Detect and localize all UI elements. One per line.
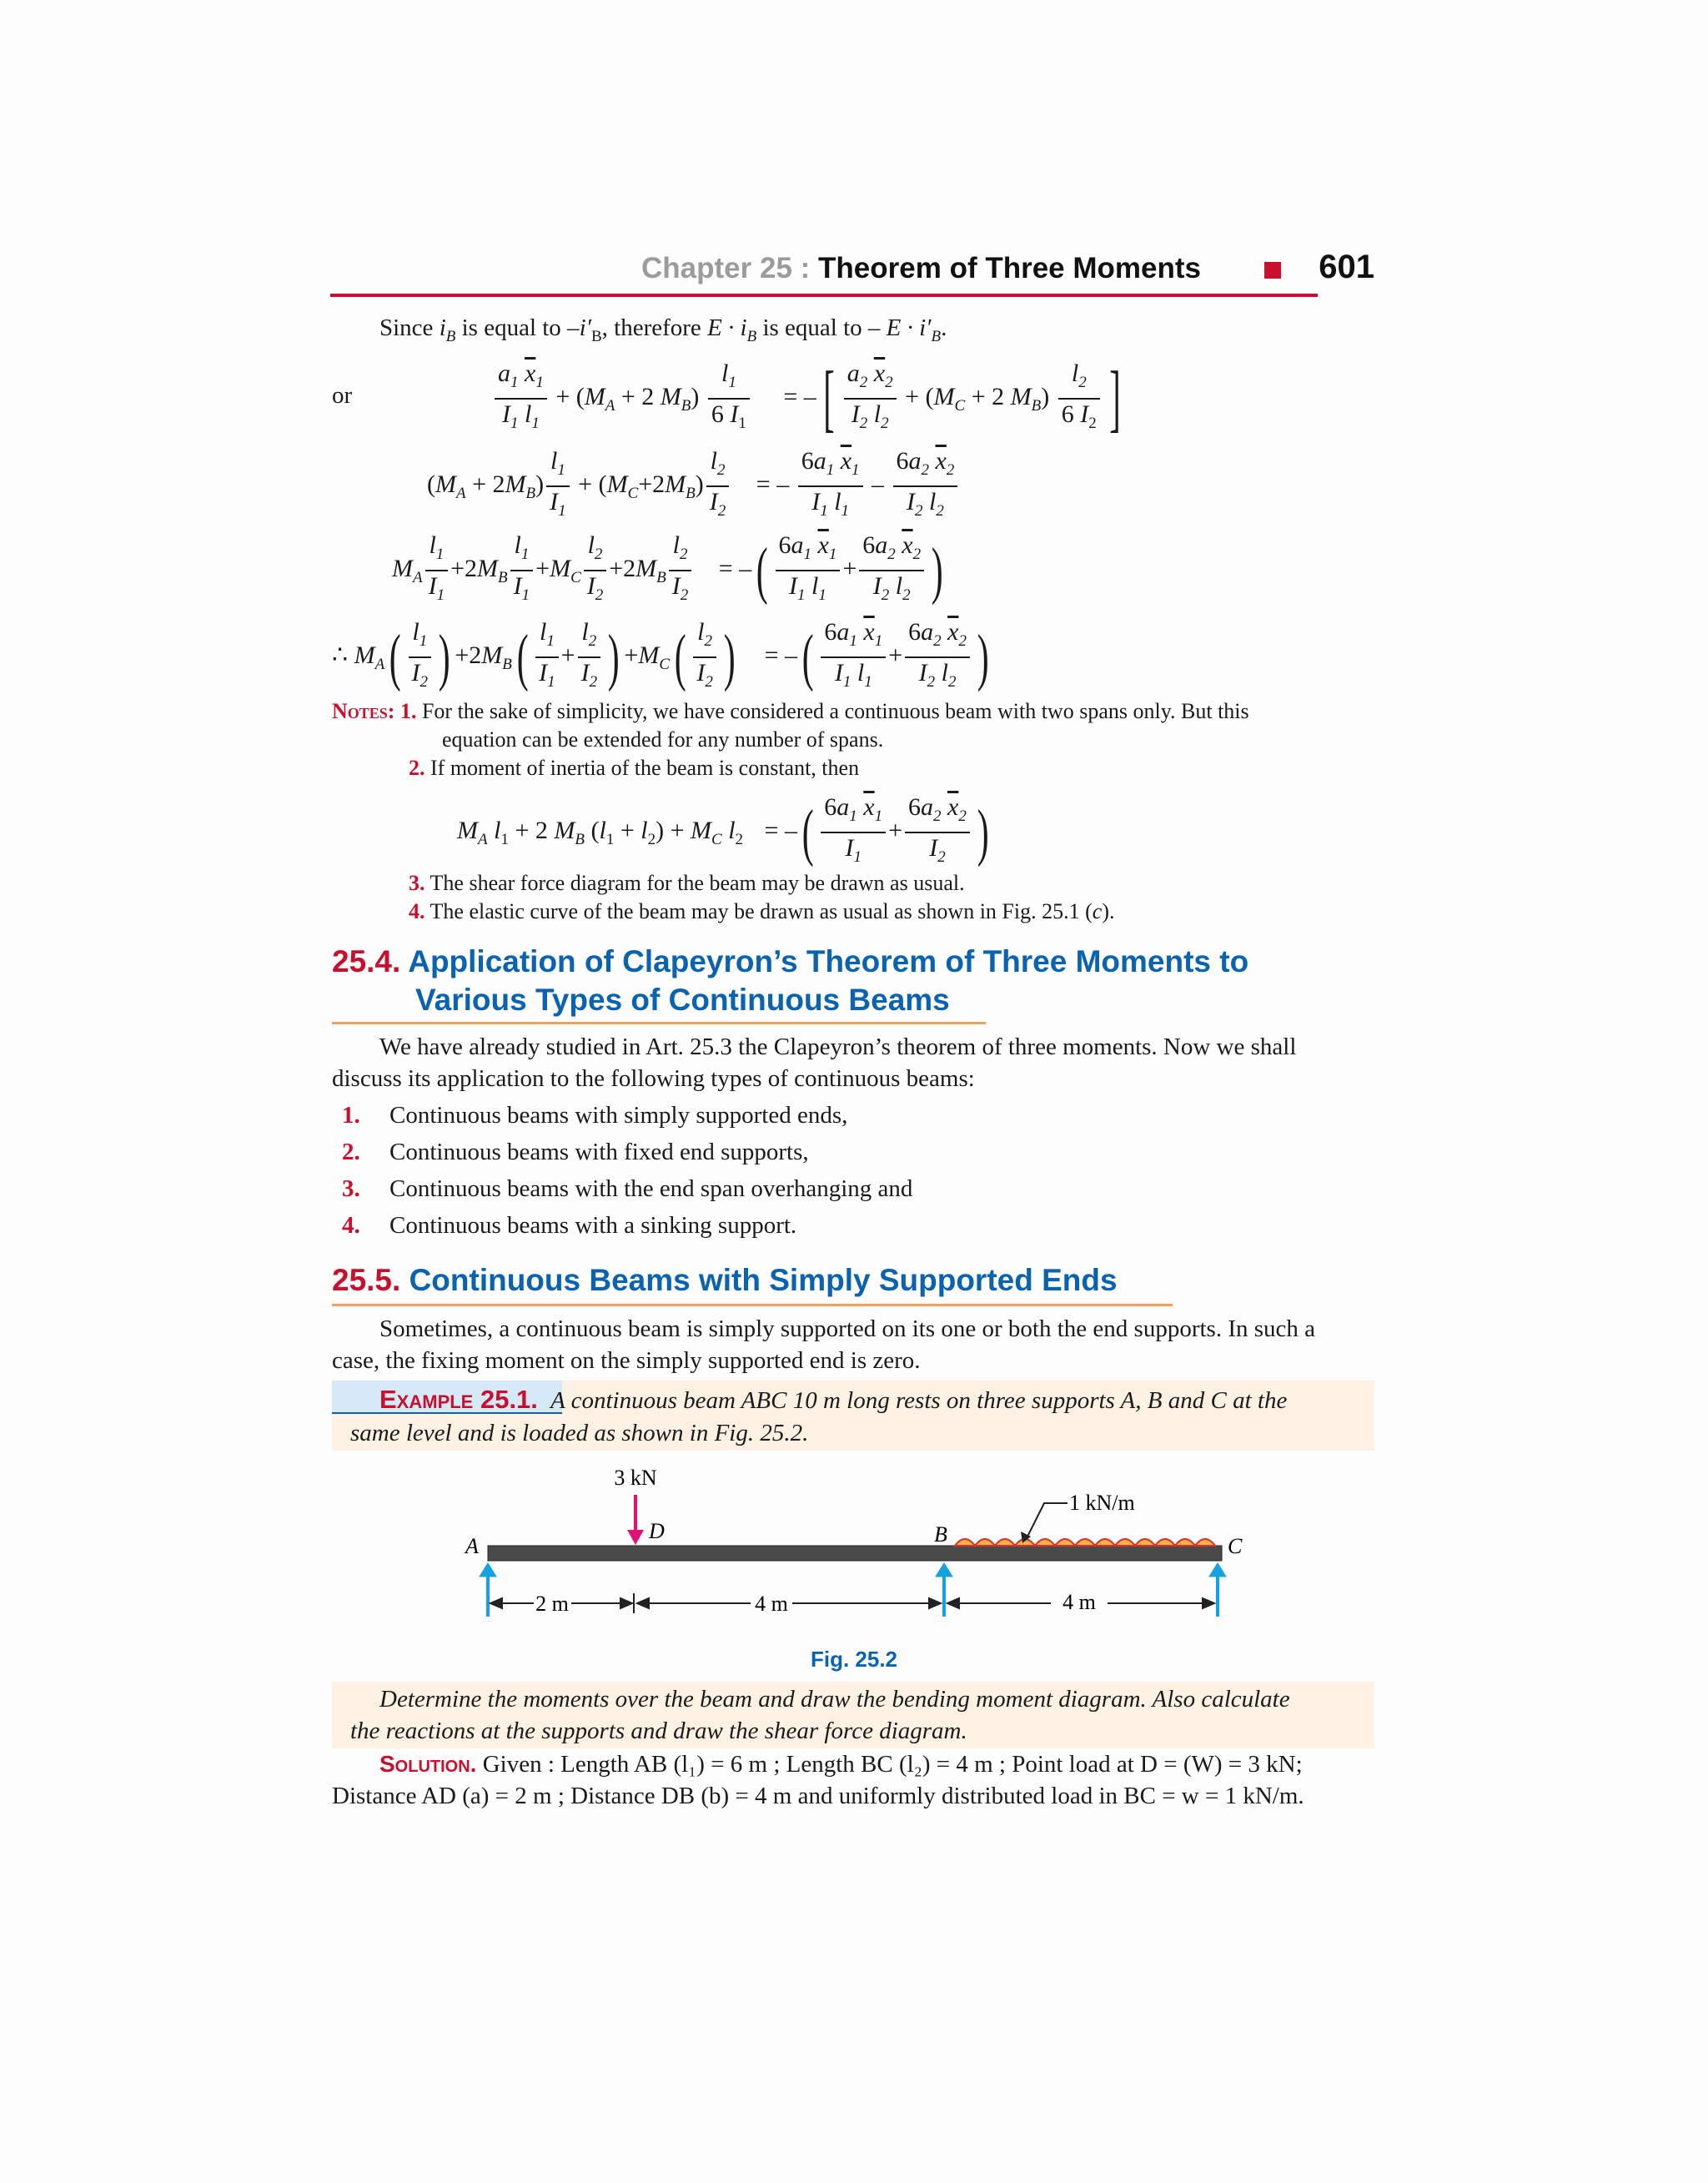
list-item: 1. Continuous beams with simply supported ends, <box>342 1102 848 1129</box>
notes-block-2: 3. The shear force diagram for the beam may be drawn as usual. 4. The elastic curve of the beam may be drawn as usual as shown in Fig. 25.1 (c). <box>409 871 1115 923</box>
task-line2: the reactions at the supports and draw the shear force diagram. <box>350 1718 967 1744</box>
chapter-title: Chapter 25 : Theorem of Three Moments <box>641 252 1201 284</box>
list-item: 4. Continuous beams with a sinking support. <box>342 1212 797 1239</box>
page-number: 601 <box>1319 249 1374 285</box>
note-2-text: If moment of inertia of the beam is constant, then <box>430 756 860 780</box>
section-25-5-heading: 25.5. Continuous Beams with Simply Supported Ends <box>332 1263 1118 1297</box>
example-text-line1: Example 25.1. A continuous beam ABC 10 m long rests on three supports A, B and C at the <box>379 1385 1288 1414</box>
support-B <box>936 1563 952 1617</box>
notes-block: Notes: 1. For the sake of simplicity, we have considered a continuous beam with two spans only. But this equation can be extended for any number of spans. 2. If moment of inertia of the beam is constant, then <box>332 697 1374 782</box>
point-load-arrow-head <box>627 1530 644 1545</box>
list-item: 3. Continuous beams with the end span overhanging and <box>342 1175 913 1202</box>
support-C <box>1209 1563 1226 1617</box>
equation-2: $(M_A + 2M_B)$ $\frac{l_1}{I_1}$ + $(M_C+2M_B)$ $\frac{l_2}{I_2}$ = – $\frac{6a_1 \overline{x}_1}{I_1 l_1}$ – $\frac{6a_2 \overline{x}_2}{I_2 l_2}$ <box>427 446 960 526</box>
notes-label: Notes: <box>332 699 395 723</box>
section-25-4-underline <box>332 1022 986 1024</box>
intro-sentence: Since $i_B$ is equal to $-i'_B$, therefore $E \cdot i_B$ is equal to – $E \cdot i'_B$. <box>379 314 947 345</box>
task-line1: Determine the moments over the beam and draw the bending moment diagram. Also calculate <box>379 1686 1290 1713</box>
note-1-continued: equation can be extended for any number of spans. <box>442 727 884 752</box>
udl-leader <box>1026 1503 1068 1540</box>
solution-label: Solution. <box>379 1751 477 1777</box>
or-label: or <box>332 382 353 409</box>
note-4-text: The elastic curve of the beam may be drawn as usual as shown in Fig. 25.1 (c). <box>430 899 1115 923</box>
list-item: 2. Continuous beams with fixed end supports, <box>342 1139 809 1165</box>
point-load-label: 3 kN <box>614 1466 657 1490</box>
beam-figure <box>450 1460 1268 1627</box>
equation-1: $\frac{a_1 \overline{x}_1}{I_1 l_1}$ + ($M_A + 2$ $M_B$) $\frac{l_1}{6 I_1}$ = –[ $\frac{a_2 \overline{x}_2}{I_2 l_2}$ + ($M_C + 2$ $M_B$) $\frac{l_2}{6 I_2}$ ] <box>492 359 1128 439</box>
section-25-4-heading-line2: Various Types of Continuous Beams <box>415 983 950 1017</box>
equation-5: $M_A$ $l_1 + 2$ $M_B$ $(l_1 + l_2) + M_C$ $l_2$ = –( $\frac{6a_1 \overline{x}_1}{I_1}$ + $\frac{6a_2 \overline{x}_2}{I_2}$ ) <box>457 793 989 868</box>
figure-caption: Fig. 25.2 <box>810 1647 898 1672</box>
header-rule <box>330 294 1318 297</box>
solution-line1: Solution. Given : Length AB (l₁) = 6 m ; Length BC (l₂) = 4 m ; Point load at D = (W) = 3 kN; <box>379 1751 1303 1778</box>
section-25-4-heading: 25.4. Application of Clapeyron’s Theorem of Three Moments to <box>332 944 1249 978</box>
section-25-4-para-line2: discuss its application to the following types of continuous beams: <box>332 1065 975 1092</box>
support-A <box>480 1563 496 1617</box>
section-25-5-underline <box>332 1304 1173 1306</box>
point-label-A: A <box>465 1534 479 1558</box>
dimension-2m: 2 m <box>535 1592 569 1616</box>
udl-load <box>955 1539 1215 1546</box>
example-label: Example 25.1. <box>379 1385 538 1414</box>
section-25-5-para-line1: Sometimes, a continuous beam is simply supported on its one or both the end supports. In such a <box>379 1315 1316 1342</box>
point-label-D: D <box>649 1519 665 1543</box>
point-label-B: B <box>934 1522 947 1547</box>
solution-line2: Distance AD (a) = 2 m ; Distance DB (b) = 4 m and uniformly distributed load in BC = w = 1 kN/m. <box>332 1783 1304 1809</box>
section-25-5-para-line2: case, the fixing moment on the simply supported end is zero. <box>332 1347 921 1374</box>
header-square-icon <box>1264 262 1281 279</box>
point-label-C: C <box>1228 1534 1243 1558</box>
dimension-4m-AB: 4 m <box>755 1592 788 1616</box>
section-25-4-para-line1: We have already studied in Art. 25.3 the Clapeyron’s theorem of three moments. Now we shall <box>379 1034 1297 1060</box>
beam <box>488 1546 1222 1561</box>
udl-label: 1 kN/m <box>1069 1491 1135 1515</box>
page-header <box>334 249 1374 292</box>
dimension-lines <box>490 1593 1214 1613</box>
note-1-text: For the sake of simplicity, we have considered a continuous beam with two spans only. But this <box>421 699 1249 723</box>
dimension-4m-BC: 4 m <box>1062 1590 1096 1614</box>
equation-4: ∴ $M_A$( $\frac{l_1}{I_2}$ ) $+2M_B$( $\frac{l_1}{I_1}$ + $\frac{l_2}{I_2}$ ) $+M_C$( $\frac{l_2}{I_2}$ ) = –( $\frac{6a_1 \overline{x}_1}{I_1 l_1}$ + $\frac{6a_2 \overline{x}_2}{I_2 l_2}$ ) <box>332 618 989 692</box>
equation-3: $M_A$ $\frac{l_1}{I_1}$ $+2M_B$ $\frac{l_1}{I_1}$ $+M_C$ $\frac{l_2}{I_2}$ $+2M_B$ $\frac{l_2}{I_2}$ = –( $\frac{6a_1 \overline{x}_1}{I_1 l_1}$ + $\frac{6a_2 \overline{x}_2}{I_2 l_2}$ ) <box>392 531 943 606</box>
note-3-text: The shear force diagram for the beam may be drawn as usual. <box>430 871 965 895</box>
example-text-line2: same level and is loaded as shown in Fig. 25.2. <box>350 1420 809 1446</box>
